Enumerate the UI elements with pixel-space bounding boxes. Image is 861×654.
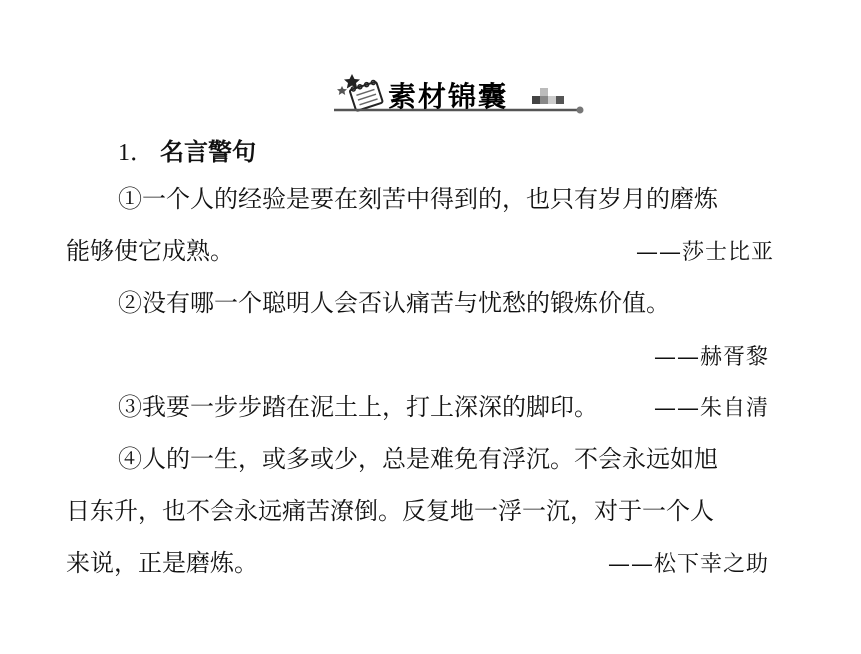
quote-4-line-3: 来说，正是磨炼。 (66, 549, 258, 577)
section-number: 1． (118, 140, 154, 166)
quote-2-author: ——赫胥黎 (654, 345, 770, 370)
section-heading (118, 132, 256, 167)
quote-4-line-1: ④人的一生，或多或少，总是难免有浮沉。不会永远如旭 (118, 445, 718, 473)
banner-title: 素材锦囊 (388, 80, 509, 113)
quote-4-author: ——松下幸之助 (608, 552, 770, 577)
quote-3-author: ——朱自清 (654, 396, 770, 421)
quote-1-author: ——莎士比亚 (636, 240, 775, 265)
quote-2-line-1: ②没有哪一个聪明人会否认痛苦与忧愁的锻炼价值。 (118, 289, 670, 317)
quote-1-line-1: ①一个人的经验是要在刻苦中得到的，也只有岁月的磨炼 (118, 185, 718, 213)
quote-1-line-2: 能够使它成熟。 (66, 237, 234, 265)
section-title: 名言警句 (160, 138, 256, 166)
section-banner (330, 66, 590, 118)
quote-4-line-2: 日东升，也不会永远痛苦潦倒。反复地一浮一沉，对于一个人 (66, 497, 714, 525)
quote-3-line-1: ③我要一步步踏在泥土上，打上深深的脚印。 (118, 393, 598, 421)
